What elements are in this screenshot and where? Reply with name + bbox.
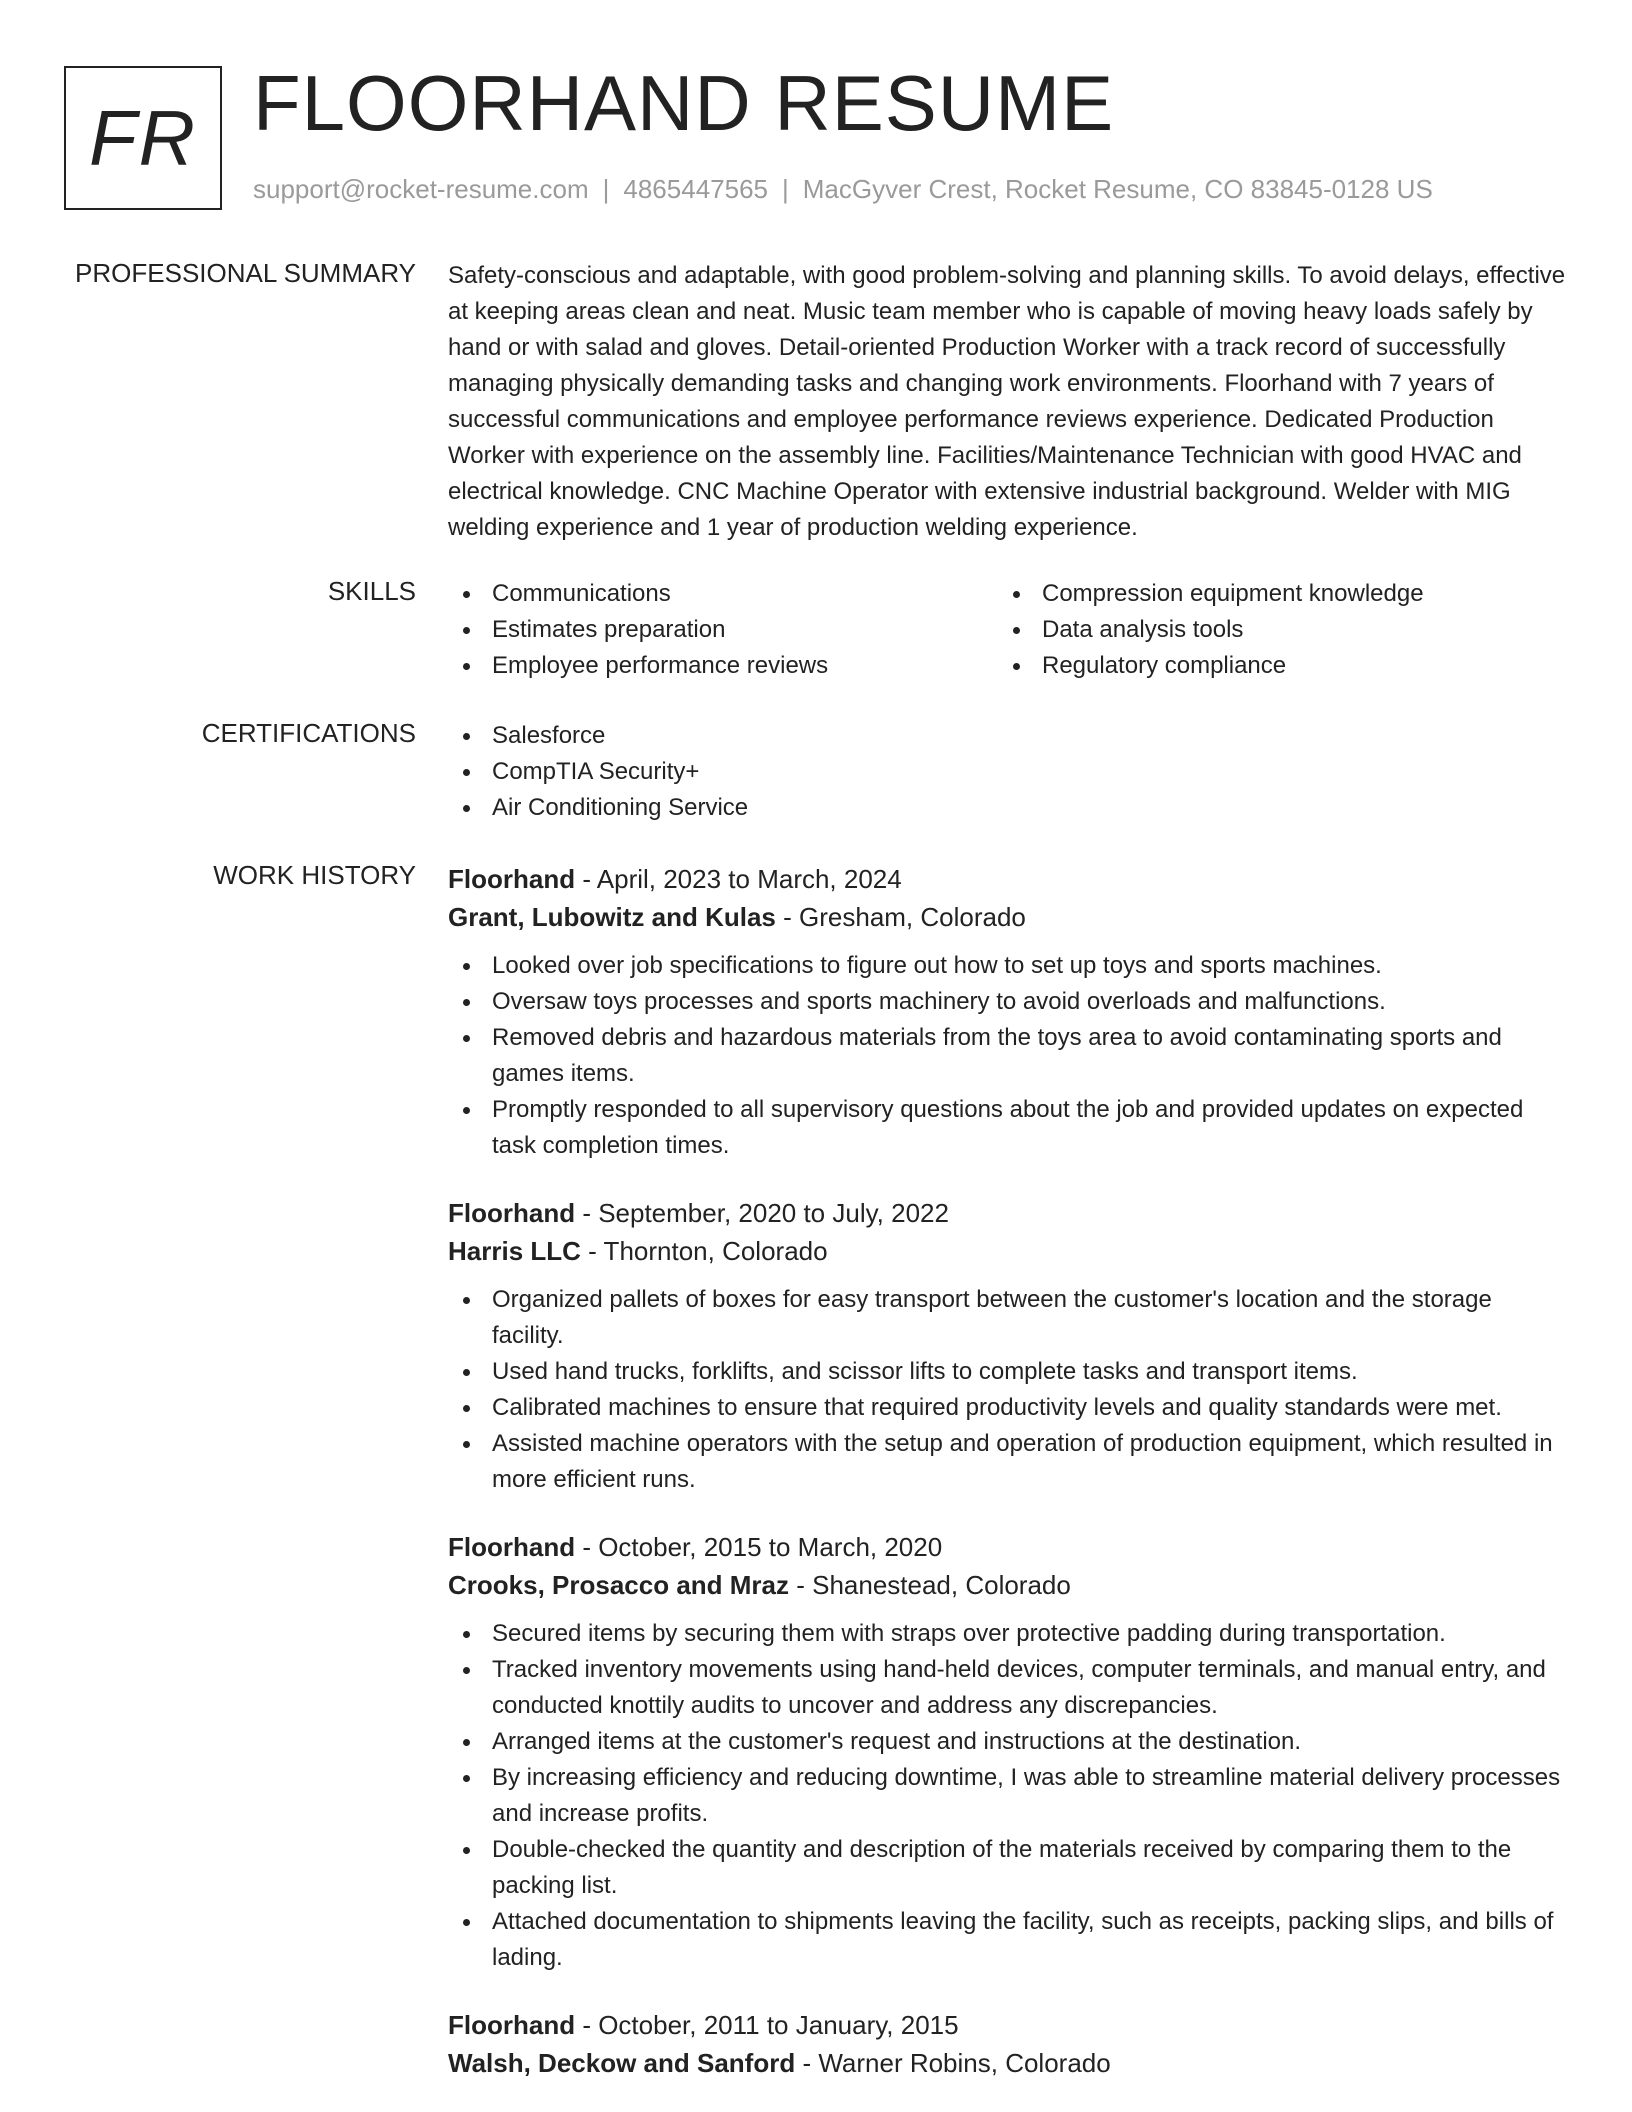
certification-item: Air Conditioning Service [448, 790, 1568, 826]
job-bullets [448, 948, 1568, 1164]
job-title-line [448, 860, 1568, 898]
job-bullet: Calibrated machines to ensure that required productivity levels and quality standards were met. [448, 1390, 1568, 1426]
job-bullet: Double-checked the quantity and description of the materials received by comparing them to the packing list. [448, 1832, 1568, 1904]
resume-title: FLOORHAND RESUME [253, 59, 1115, 147]
job-bullets [448, 1616, 1568, 1976]
job-title: Floorhand [448, 1198, 576, 1228]
job-bullets [448, 1282, 1568, 1498]
job-entry [448, 1194, 1568, 1498]
job-dates: - October, 2011 to January, 2015 [575, 2010, 959, 2040]
monogram-initials: FR [89, 93, 197, 182]
job-location: - Gresham, Colorado [775, 902, 1026, 932]
skills-list-right [998, 576, 1548, 684]
skill-item: Compression equipment knowledge [998, 576, 1548, 612]
summary-text: Safety-conscious and adaptable, with good problem-solving and planning skills. To avoid delays, effective at keeping areas clean and neat. Music team member who is capable of moving heavy loads safely by hand or with salad and gloves. Detail-oriented Production Worker with a track record of successfully managing physically demanding tasks and changing work environments. Floorhand with 7 years of successful communications and employee performance reviews experience. Dedicated Production Worker with experience on the assembly line. Facilities/Maintenance Technician with good HVAC and electrical knowledge. CNC Machine Operator with extensive industrial background. Welder with MIG welding experience and 1 year of production welding experience. [448, 262, 1566, 541]
job-bullet: Arranged items at the customer's request and instructions at the destination. [448, 1724, 1568, 1760]
job-bullet: Tracked inventory movements using hand-held devices, computer terminals, and manual entry, and conducted knottily audits to uncover and address any discrepancies. [448, 1652, 1568, 1724]
job-company: Crooks, Prosacco and Mraz [448, 1570, 789, 1600]
job-bullet: Oversaw toys processes and sports machinery to avoid overloads and malfunctions. [448, 984, 1568, 1020]
job-location: - Warner Robins, Colorado [795, 2048, 1111, 2078]
job-company: Walsh, Deckow and Sanford [448, 2048, 796, 2078]
job-bullet: Secured items by securing them with straps over protective padding during transportation. [448, 1616, 1568, 1652]
job-bullet: By increasing efficiency and reducing downtime, I was able to streamline material delivery processes and increase profits. [448, 1760, 1568, 1832]
job-title: Floorhand [448, 2010, 576, 2040]
job-entry [448, 860, 1568, 1164]
job-title: Floorhand [448, 864, 576, 894]
job-title: Floorhand [448, 1532, 576, 1562]
contact-separator: | [782, 174, 789, 204]
job-bullet: Used hand trucks, forklifts, and scissor lifts to complete tasks and transport items. [448, 1354, 1568, 1390]
job-entry [448, 1528, 1568, 1976]
contact-line [253, 174, 1433, 205]
job-dates: - October, 2015 to March, 2020 [575, 1532, 943, 1562]
skill-item: Employee performance reviews [448, 648, 998, 684]
job-dates: - April, 2023 to March, 2024 [575, 864, 902, 894]
job-title-line [448, 1528, 1568, 1566]
contact-separator: | [602, 174, 610, 204]
job-dates: - September, 2020 to July, 2022 [575, 1198, 949, 1228]
contact-email: support@rocket-resume.com [253, 174, 589, 204]
job-title-line [448, 2006, 1568, 2044]
job-company-line [448, 2044, 1568, 2082]
job-bullet: Looked over job specifications to figure out how to set up toys and sports machines. [448, 948, 1568, 984]
contact-address: MacGyver Crest, Rocket Resume, CO 83845-0128 US [802, 174, 1433, 204]
job-title-line [448, 1194, 1568, 1232]
skill-item: Data analysis tools [998, 612, 1548, 648]
contact-phone: 4865447565 [623, 174, 768, 204]
job-company: Grant, Lubowitz and Kulas [448, 902, 776, 932]
job-bullet: Removed debris and hazardous materials from the toys area to avoid contaminating sports and games items. [448, 1020, 1568, 1092]
job-company-line [448, 1566, 1568, 1604]
job-bullet: Promptly responded to all supervisory questions about the job and provided updates on expected task completion times. [448, 1092, 1568, 1164]
monogram-box [64, 66, 222, 210]
certification-item: CompTIA Security+ [448, 754, 1568, 790]
certification-item: Salesforce [448, 718, 1568, 754]
skill-item: Estimates preparation [448, 612, 998, 648]
skills-heading: SKILLS [327, 576, 416, 606]
certifications-list [448, 718, 1568, 826]
job-location: - Thornton, Colorado [580, 1236, 828, 1266]
job-company-line [448, 1232, 1568, 1270]
certifications-heading: CERTIFICATIONS [201, 718, 416, 748]
skill-item: Regulatory compliance [998, 648, 1548, 684]
job-company: Harris LLC [448, 1236, 581, 1266]
work-history-heading: WORK HISTORY [213, 860, 416, 890]
job-location: - Shanestead, Colorado [789, 1570, 1071, 1600]
skill-item: Communications [448, 576, 998, 612]
job-company-line [448, 898, 1568, 936]
summary-heading: PROFESSIONAL SUMMARY [75, 258, 416, 288]
job-bullet: Organized pallets of boxes for easy transport between the customer's location and the storage facility. [448, 1282, 1568, 1354]
skills-list-left [448, 576, 998, 684]
job-bullet: Assisted machine operators with the setup and operation of production equipment, which resulted in more efficient runs. [448, 1426, 1568, 1498]
job-bullet: Attached documentation to shipments leaving the facility, such as receipts, packing slips, and bills of lading. [448, 1904, 1568, 1976]
job-entry [448, 2006, 1568, 2082]
